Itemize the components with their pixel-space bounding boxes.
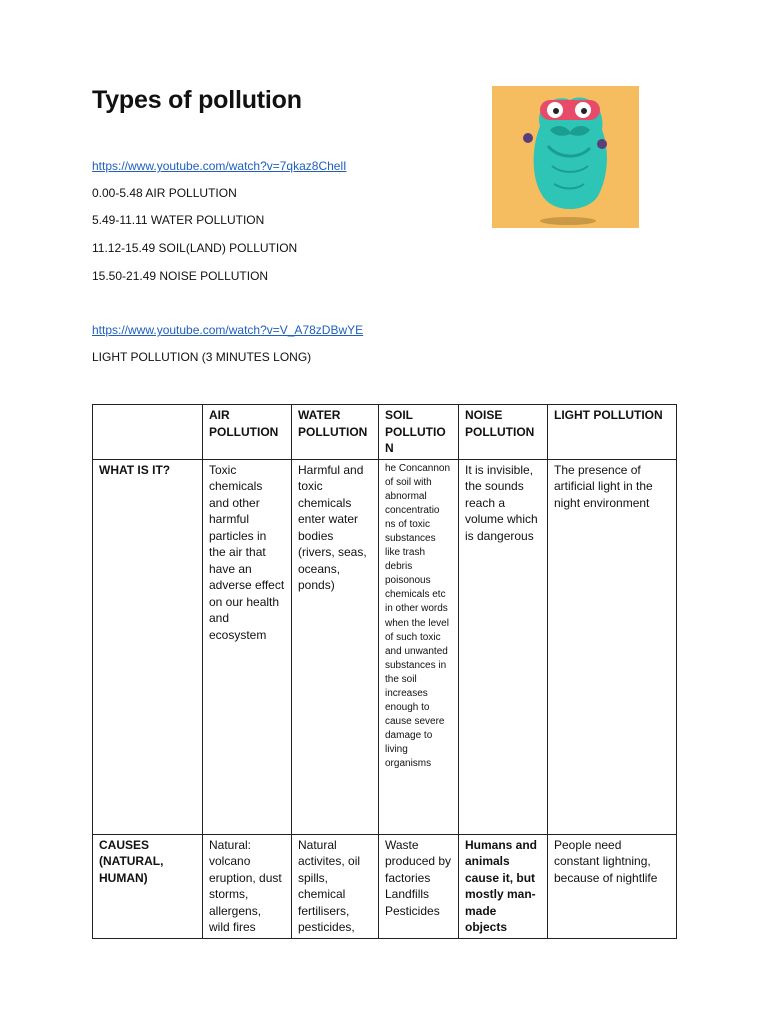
video-link-2[interactable]: https://www.youtube.com/watch?v=V_A78zDBwYE bbox=[92, 323, 364, 337]
cell-air: Natural: volcano eruption, dust storms, allergens, wild fires bbox=[203, 834, 292, 938]
cell-water: Harmful and toxic chemicals enter water bodies (rivers, seas, oceans, ponds) bbox=[292, 459, 379, 834]
segment-water: 5.49-11.11 WATER POLLUTION bbox=[92, 213, 265, 227]
table-header-row bbox=[93, 405, 677, 460]
video-link-2-line bbox=[92, 323, 363, 337]
header-air: AIR POLLUTION bbox=[203, 405, 292, 460]
cell-soil: he Concannon of soil with abnormal concentratio ns of toxic substances like trash debris poisonous chemicals etc in other words when the level of such toxic and unwanted substances in the soil increases enough to cause severe damage to living organisms bbox=[379, 459, 459, 834]
row-label: WHAT IS IT? bbox=[93, 459, 203, 834]
table-row-what-is-it bbox=[93, 459, 677, 834]
row-label: CAUSES (NATURAL, HUMAN) bbox=[93, 834, 203, 938]
cell-water: Natural activites, oil spills, chemical fertilisers, pesticides, bbox=[292, 834, 379, 938]
light-pollution-note: LIGHT POLLUTION (3 MINUTES LONG) bbox=[92, 350, 312, 364]
cell-air: Toxic chemicals and other harmful particles in the air that have an adverse effect on our health and ecosystem bbox=[203, 459, 292, 834]
video-link-1[interactable]: https://www.youtube.com/watch?v=7qkaz8ChelI bbox=[92, 159, 347, 173]
header-noise: NOISE POLLUTION bbox=[459, 405, 548, 460]
header-water: WATER POLLUTION bbox=[292, 405, 379, 460]
monster-illustration bbox=[492, 86, 639, 228]
cell-noise: It is invisible, the sounds reach a volume which is dangerous bbox=[459, 459, 548, 834]
pollution-table bbox=[92, 404, 677, 939]
cell-light: The presence of artificial light in the night environment bbox=[548, 459, 677, 834]
table-row-causes bbox=[93, 834, 677, 938]
page-title: Types of pollution bbox=[92, 86, 302, 114]
video-link-1-line bbox=[92, 159, 346, 173]
cell-soil: Waste produced by factories Landfills Pesticides bbox=[379, 834, 459, 938]
segment-air: 0.00-5.48 AIR POLLUTION bbox=[92, 186, 237, 200]
header-empty bbox=[93, 405, 203, 460]
header-soil: SOIL POLLUTIO N bbox=[379, 405, 459, 460]
header-light: LIGHT POLLUTION bbox=[548, 405, 677, 460]
cell-light: People need constant lightning, because of nightlife bbox=[548, 834, 677, 938]
cell-noise: Humans and animals cause it, but mostly man-made objects bbox=[459, 834, 548, 938]
segment-soil: 11.12-15.49 SOIL(LAND) POLLUTION bbox=[92, 241, 298, 255]
segment-noise: 15.50-21.49 NOISE POLLUTION bbox=[92, 269, 269, 283]
